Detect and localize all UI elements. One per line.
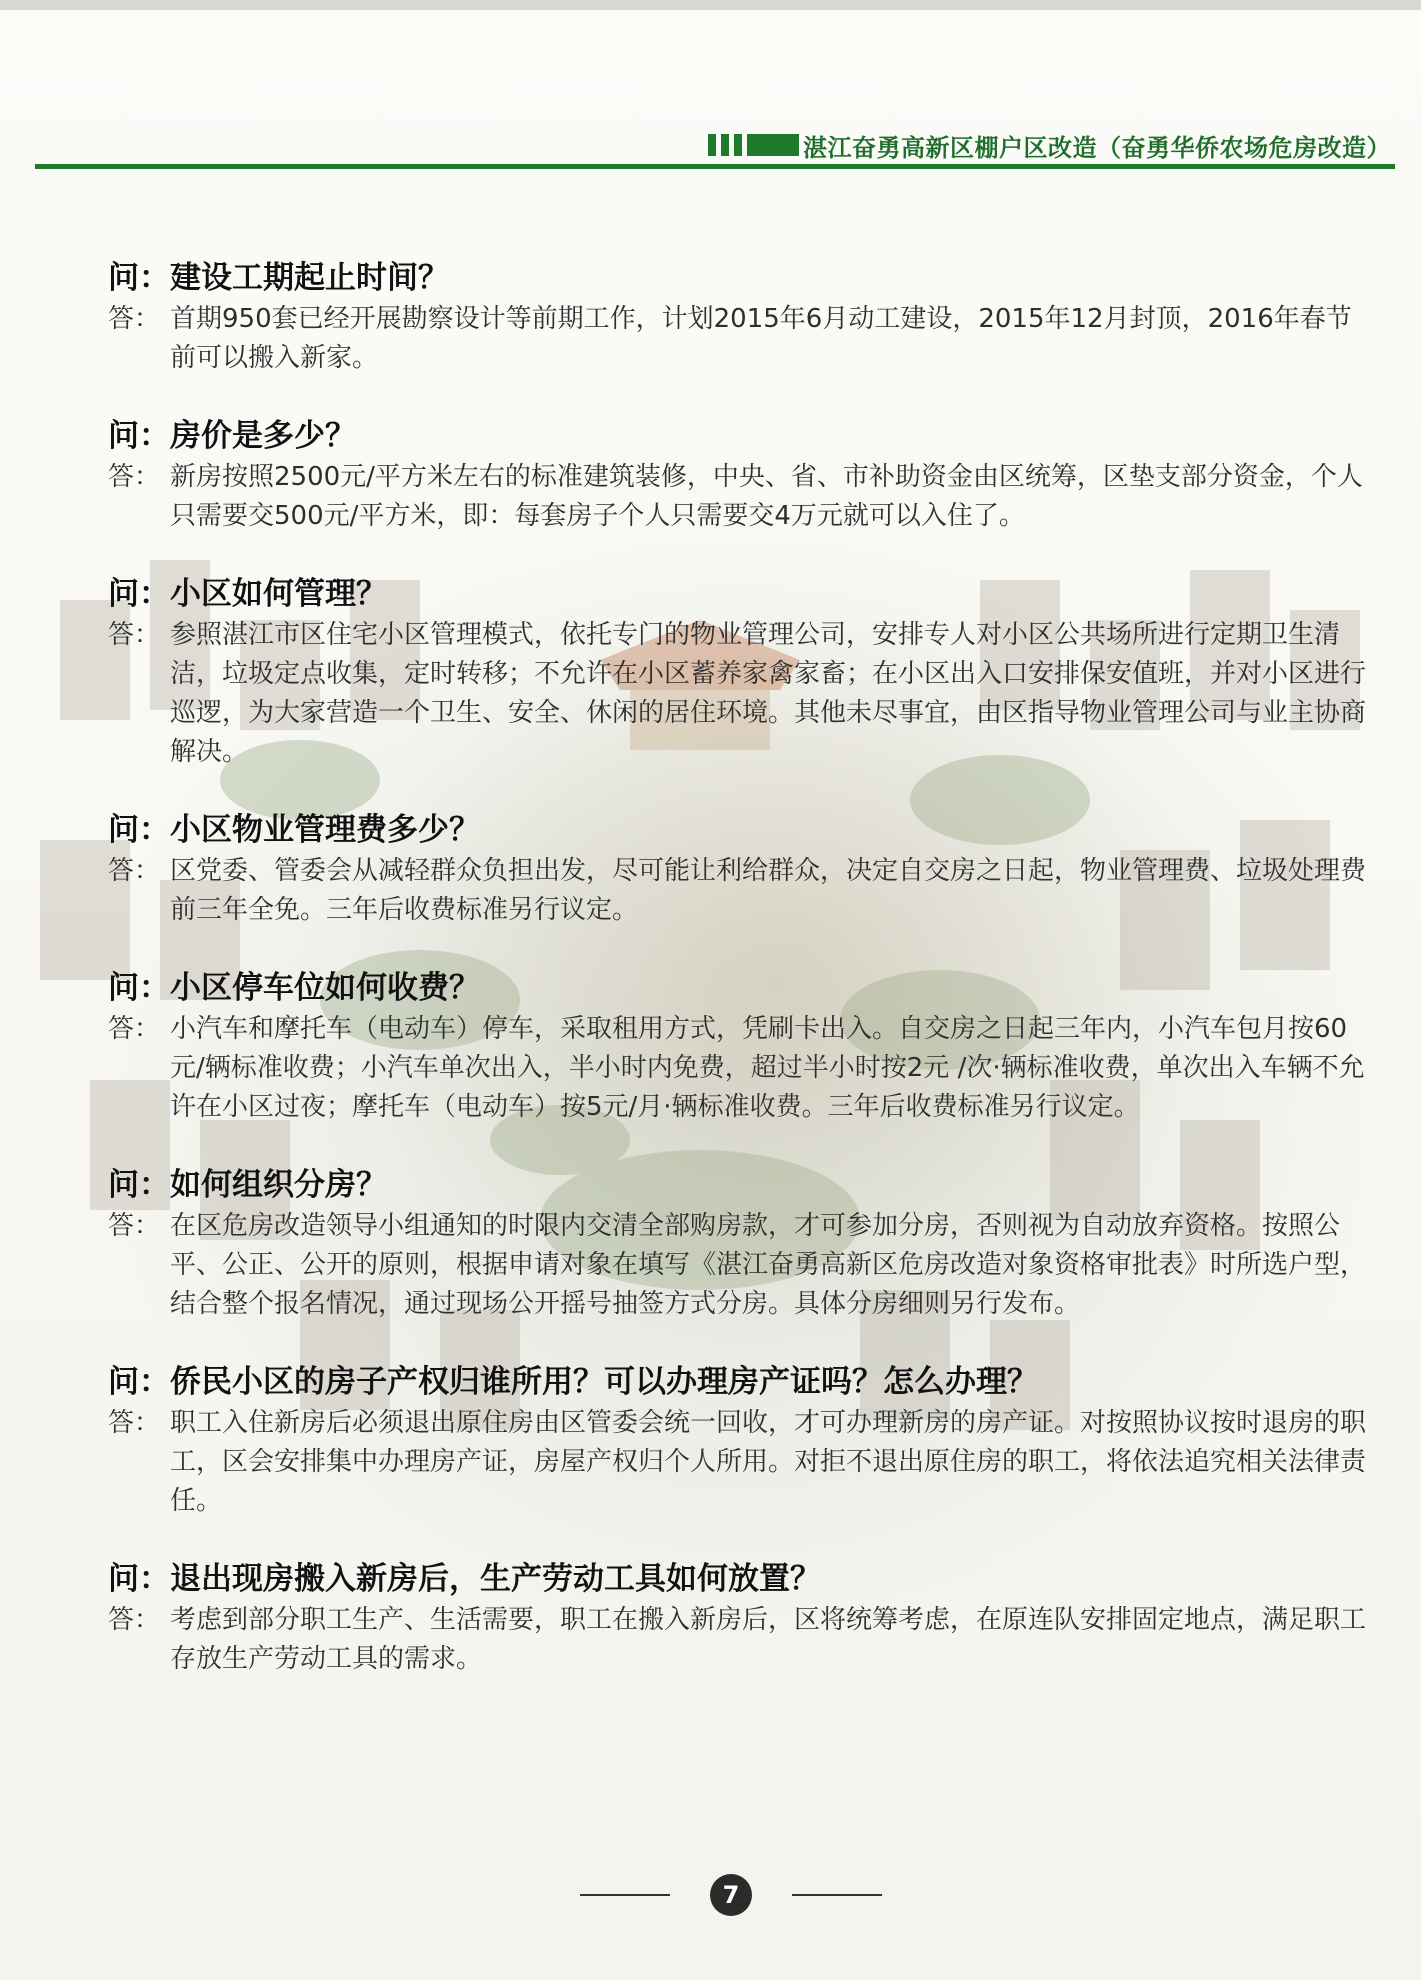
header-title: 湛江奋勇高新区棚户区改造（奋勇华侨农场危房改造） xyxy=(803,134,1391,162)
answer-text: 首期950套已经开展勘察设计等前期工作，计划2015年6月动工建设，2015年12月封顶，2016年春节前可以搬入新家。 xyxy=(170,304,1352,373)
faq-answer xyxy=(108,1601,1368,1679)
faq-question: 问：建设工期起止时间？ xyxy=(108,260,449,296)
answer-prefix: 答： xyxy=(108,1408,161,1438)
faq-item xyxy=(108,574,1368,772)
faq-item xyxy=(108,1362,1368,1521)
page-header xyxy=(0,118,1421,178)
faq-question: 问：侨民小区的房子产权归谁所用？可以办理房产证吗？怎么办理？ xyxy=(108,1364,1038,1400)
faq-item xyxy=(108,258,1368,378)
answer-text: 小汽车和摩托车（电动车）停车，采取租用方式，凭刷卡出入。自交房之日起三年内，小汽车包月按60元/辆标准收费；小汽车单次出入，半小时内免费，超过半小时按2元 /次·辆标准收费，单次出入车辆不允许在小区过夜；摩托车（电动车）按5元/月·辆标准收费。三年后收费标准另行议定。 xyxy=(170,1014,1365,1122)
answer-text: 在区危房改造领导小组通知的时限内交清全部购房款，才可参加分房，否则视为自动放弃资格。按照公平、公正、公开的原则，根据申请对象在填写《湛江奋勇高新区危房改造对象资格审批表》时所选户型，结合整个报名情况，通过现场公开摇号抽签方式分房。具体分房细则另行发布。 xyxy=(170,1211,1367,1319)
page-footer xyxy=(0,1870,1421,1920)
faq-question: 问：退出现房搬入新房后，生产劳动工具如何放置？ xyxy=(108,1561,821,1597)
answer-prefix: 答： xyxy=(108,1014,161,1044)
header-rule xyxy=(35,164,1395,169)
faq-answer xyxy=(108,1404,1368,1521)
faq-answer xyxy=(108,300,1368,378)
faq-question: 问：房价是多少？ xyxy=(108,418,356,454)
answer-text: 考虑到部分职工生产、生活需要，职工在搬入新房后，区将统筹考虑，在原连队安排固定地点，满足职工存放生产劳动工具的需求。 xyxy=(170,1605,1367,1674)
answer-text: 新房按照2500元/平方米左右的标准建筑装修，中央、省、市补助资金由区统筹，区垫支部分资金，个人只需要交500元/平方米，即：每套房子个人只需要交4万元就可以入住了。 xyxy=(170,462,1363,531)
faq-answer xyxy=(108,1010,1368,1127)
faq-answer xyxy=(108,852,1368,930)
answer-text: 区党委、管委会从减轻群众负担出发，尽可能让利给群众，决定自交房之日起，物业管理费、垃圾处理费前三年全免。三年后收费标准另行议定。 xyxy=(170,856,1367,925)
faq-item xyxy=(108,416,1368,536)
header-accent-blocks xyxy=(708,134,799,156)
faq-item xyxy=(108,1559,1368,1679)
faq-list xyxy=(108,258,1368,1717)
answer-prefix: 答： xyxy=(108,1605,161,1635)
answer-prefix: 答： xyxy=(108,304,161,334)
answer-prefix: 答： xyxy=(108,462,161,492)
answer-prefix: 答： xyxy=(108,1211,161,1241)
faq-answer xyxy=(108,1207,1368,1324)
faq-item xyxy=(108,1165,1368,1324)
footer-line-left xyxy=(580,1894,670,1896)
faq-question: 问：小区停车位如何收费？ xyxy=(108,970,480,1006)
page-number: 7 xyxy=(710,1874,752,1916)
faq-item xyxy=(108,968,1368,1127)
faq-answer xyxy=(108,458,1368,536)
faq-question: 问：小区如何管理？ xyxy=(108,576,387,612)
faq-question: 问：小区物业管理费多少？ xyxy=(108,812,480,848)
answer-text: 参照湛江市区住宅小区管理模式，依托专门的物业管理公司，安排专人对小区公共场所进行定期卫生清洁，垃圾定点收集，定时转移；不允许在小区蓄养家禽家畜；在小区出入口安排保安值班，并对小区进行巡逻，为大家营造一个卫生、安全、休闲的居住环境。其他未尽事宜，由区指导物业管理公司与业主协商解决。 xyxy=(170,620,1367,767)
answer-prefix: 答： xyxy=(108,856,161,886)
footer-line-right xyxy=(792,1894,882,1896)
answer-prefix: 答： xyxy=(108,620,161,650)
faq-item xyxy=(108,810,1368,930)
faq-question: 问：如何组织分房？ xyxy=(108,1167,387,1203)
answer-text: 职工入住新房后必须退出原住房由区管委会统一回收，才可办理新房的房产证。对按照协议按时退房的职工，区会安排集中办理房产证，房屋产权归个人所用。对拒不退出原住房的职工，将依法追究相关法律责任。 xyxy=(170,1408,1367,1516)
faq-answer xyxy=(108,616,1368,772)
top-scan-edge xyxy=(0,0,1421,10)
